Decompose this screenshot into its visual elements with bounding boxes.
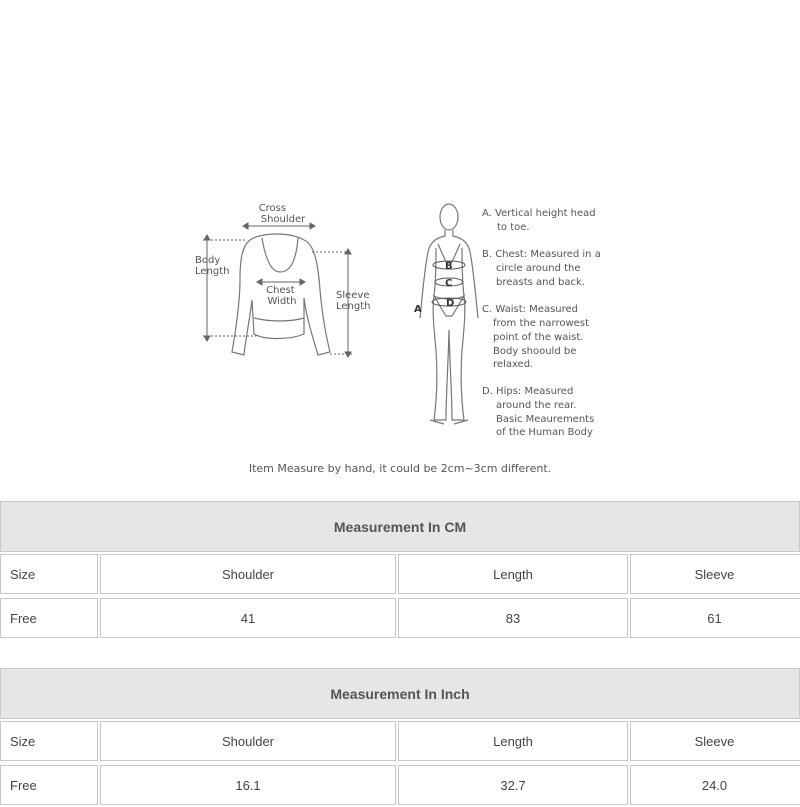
cell-sleeve: 61 bbox=[630, 598, 800, 638]
marker-b: B bbox=[445, 261, 453, 272]
table-cm-header-row bbox=[0, 554, 800, 596]
legend-a: A. Vertical height head to toe. bbox=[482, 208, 596, 233]
legend-d: D. Hips: Measured around the rear. Basic Meaurements of the Human Body bbox=[482, 386, 595, 438]
cell-size: Free bbox=[0, 765, 98, 805]
body-figure bbox=[420, 204, 478, 424]
legend-b: B. Chest: Measured in a circle around the breasts and back. bbox=[482, 249, 601, 288]
table-inch-title: Measurement In Inch bbox=[0, 668, 800, 719]
sleeve-length-label: Sleeve Length bbox=[336, 290, 371, 312]
cell-shoulder: 16.1 bbox=[100, 765, 396, 805]
measurement-note: Item Measure by hand, it could be 2cm~3cm different. bbox=[248, 462, 552, 475]
cell-sleeve: 24.0 bbox=[630, 765, 800, 805]
cell-length: 32.7 bbox=[398, 765, 628, 805]
cross-shoulder-label: Cross Shoulder bbox=[258, 203, 306, 225]
table-row bbox=[0, 598, 800, 640]
table-inch bbox=[0, 668, 800, 807]
header-sleeve: Sleeve bbox=[630, 721, 800, 761]
table-cm-title: Measurement In CM bbox=[0, 501, 800, 552]
table-row bbox=[0, 765, 800, 807]
body-length-label: Body Length bbox=[195, 255, 230, 277]
marker-d: D bbox=[446, 298, 455, 309]
table-inch-header-row bbox=[0, 721, 800, 763]
marker-c: C bbox=[445, 278, 453, 289]
header-length: Length bbox=[398, 554, 628, 594]
marker-a: A bbox=[414, 304, 422, 315]
header-size: Size bbox=[0, 554, 98, 594]
cell-shoulder: 41 bbox=[100, 598, 396, 638]
header-sleeve: Sleeve bbox=[630, 554, 800, 594]
header-length: Length bbox=[398, 721, 628, 761]
header-shoulder: Shoulder bbox=[100, 554, 396, 594]
header-size: Size bbox=[0, 721, 98, 761]
cell-size: Free bbox=[0, 598, 98, 638]
table-cm bbox=[0, 501, 800, 640]
legend-c: C. Waist: Measured from the narrowest point of the waist. Body shoould be relaxed. bbox=[482, 304, 589, 370]
chest-width-label: Chest Width bbox=[266, 285, 297, 307]
cell-length: 83 bbox=[398, 598, 628, 638]
header-shoulder: Shoulder bbox=[100, 721, 396, 761]
